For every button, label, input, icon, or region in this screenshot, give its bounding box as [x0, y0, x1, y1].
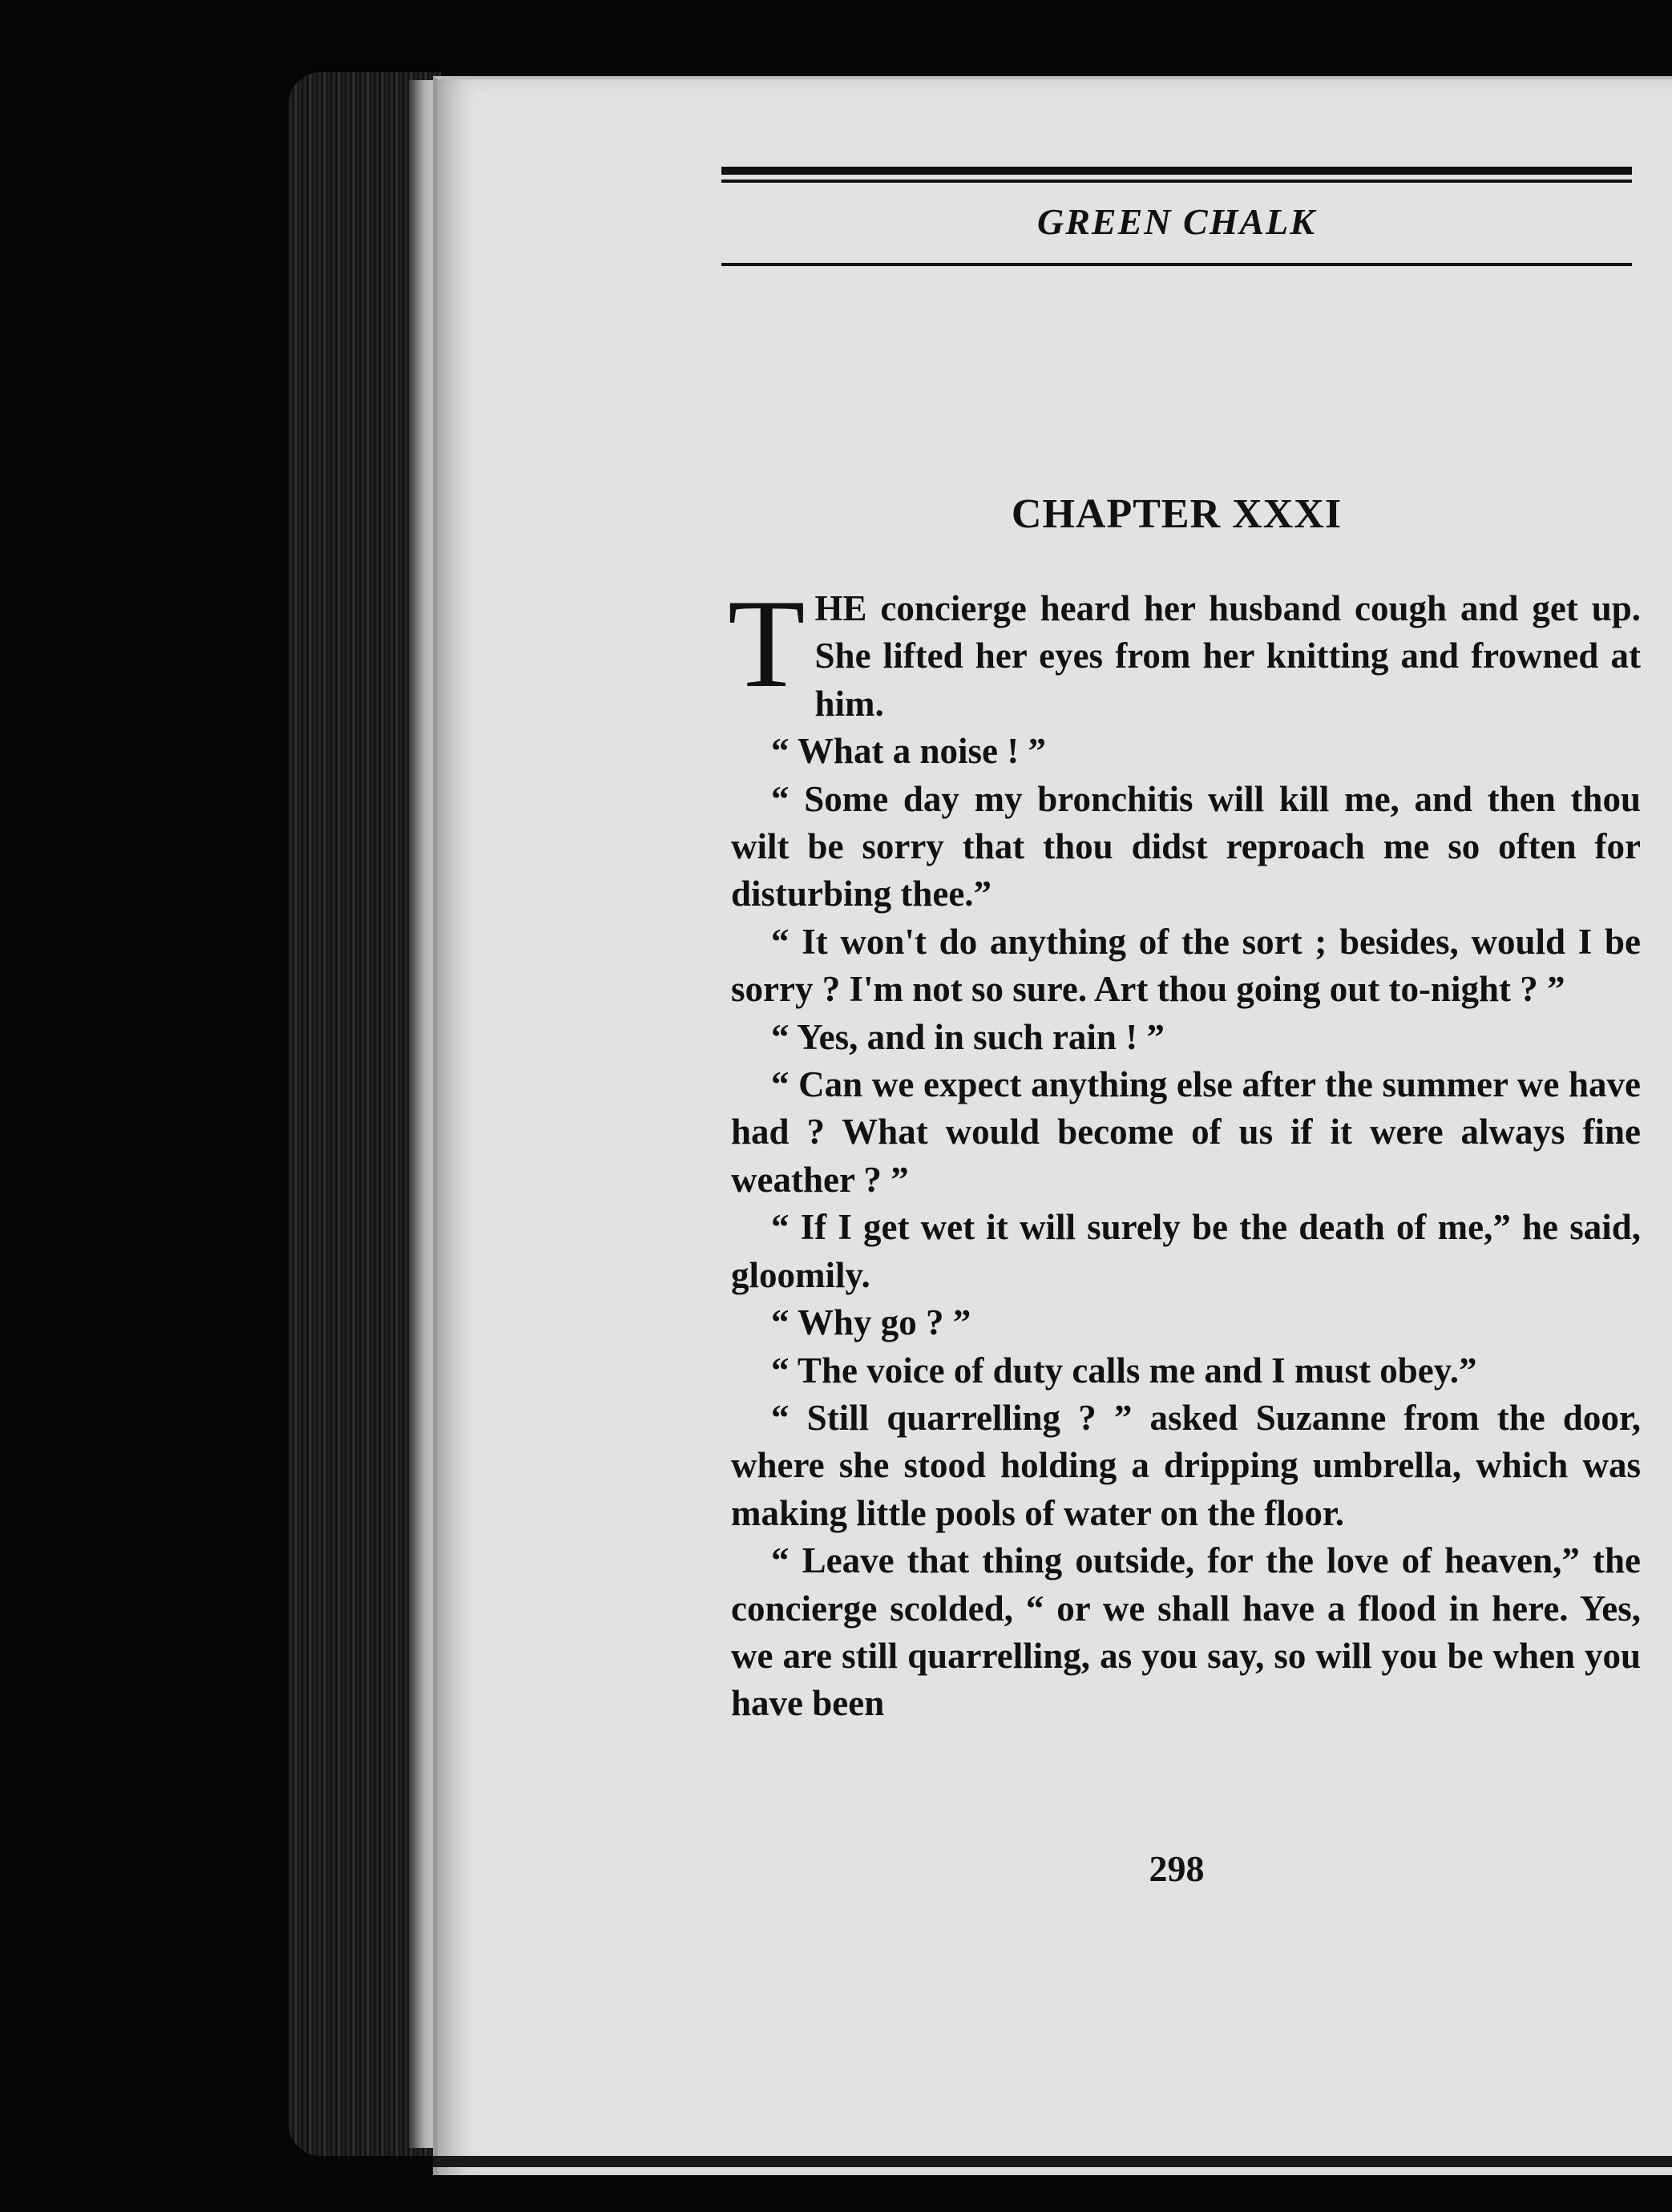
paragraph-11: “ Leave that thing outside, for the love of heaven,” the concierge scolded, “ or we shall have a flood in here. Yes, we are still quarrelling, as you say, so will you be when you have been — [731, 1540, 1641, 1724]
paragraph-2: “ What a noise ! ” — [771, 731, 1046, 772]
drop-cap: T — [728, 574, 806, 714]
paragraph-6: “ Can we expect anything else after the summer we have had ? What would become of us if it were always fine weather ? ” — [731, 1064, 1641, 1200]
paragraph-8: “ Why go ? ” — [771, 1302, 971, 1343]
paragraph-7: “ If I get wet it will surely be the death of me,” he said, gloomily. — [731, 1207, 1641, 1295]
header-rule-top — [721, 167, 1632, 175]
book-page-edges — [289, 72, 441, 2156]
header-rule-bottom — [721, 263, 1632, 266]
paragraph-5: “ Yes, and in such rain ! ” — [771, 1016, 1165, 1057]
body-text — [728, 574, 1641, 1728]
paragraph-9: “ The voice of duty calls me and I must obey.” — [771, 1350, 1477, 1391]
running-head: GREEN CHALK — [1037, 201, 1316, 242]
paragraph-3: “ Some day my bronchitis will kill me, and then thou wilt be sorry that thou didst reproach me so often for disturbing thee.” — [731, 778, 1641, 914]
page-number: 298 — [1149, 1848, 1205, 1889]
paragraph-1-text: HE concierge heard her husband cough and get up. She lifted her eyes from her knitting and frowned at him. — [814, 588, 1641, 724]
paragraph-10: “ Still quarrelling ? ” asked Suzanne from the door, where she stood holding a dripping umbrella, which was making little pools of water on the floor. — [731, 1397, 1641, 1533]
paragraph-4: “ It won't do anything of the sort ; besides, would I be sorry ? I'm not so sure. Art thou going out to-night ? ” — [731, 921, 1641, 1010]
chapter-title: CHAPTER XXXI — [1011, 491, 1343, 537]
header-rule-top-thin — [721, 180, 1632, 183]
page-bottom-edge — [433, 2156, 1672, 2167]
paragraph-1 — [728, 574, 1641, 728]
